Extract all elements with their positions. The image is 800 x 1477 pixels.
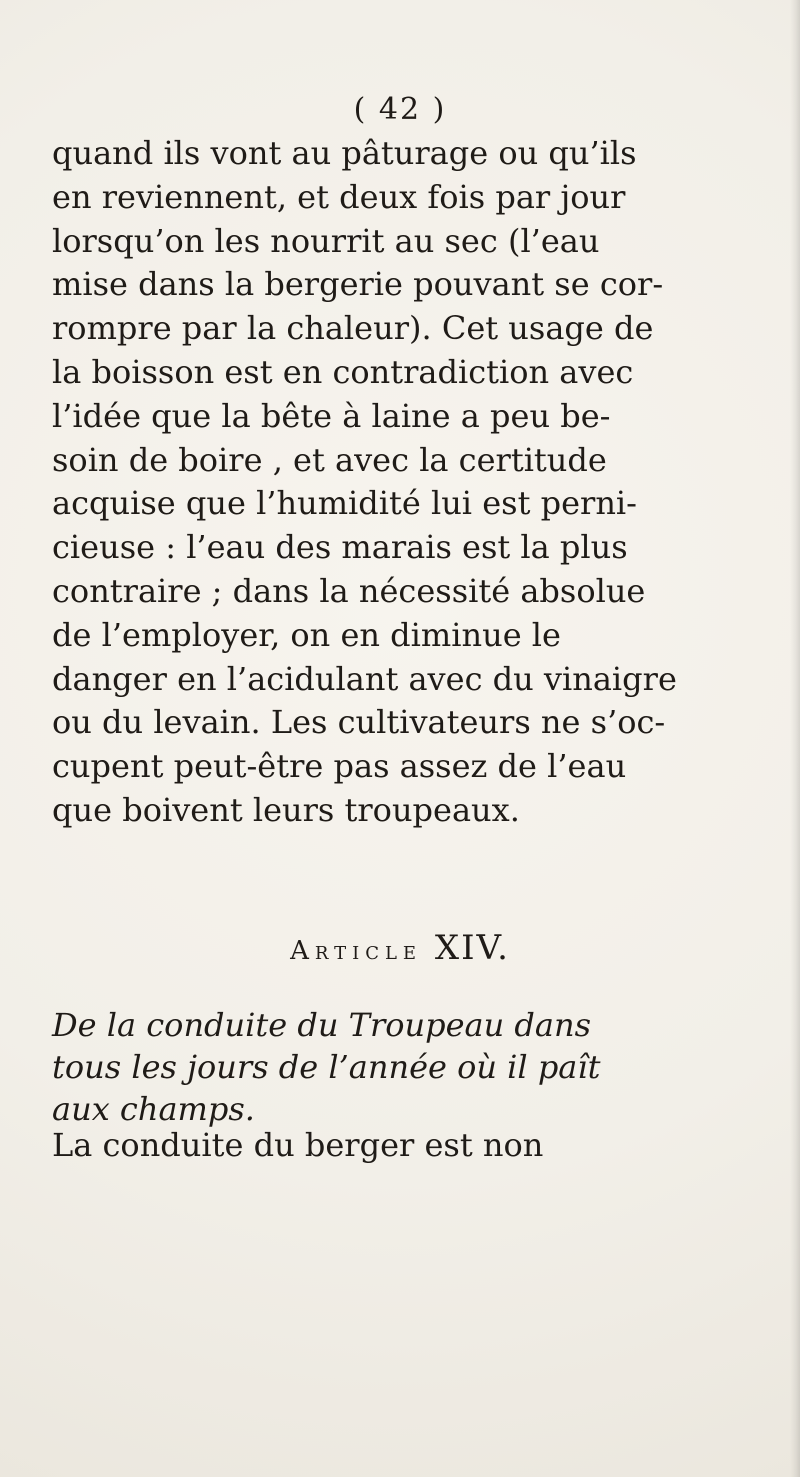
body-line: quand ils vont au pâturage ou qu’ils bbox=[52, 134, 637, 172]
body-line: contraire ; dans la nécessité absolue bbox=[52, 571, 646, 610]
body-line: soin de boire , et avec la certitude bbox=[52, 440, 607, 479]
body-line: cupent peut-être pas assez de l’eau bbox=[52, 747, 627, 786]
body-line: l’idée que la bête à laine a peu be- bbox=[52, 396, 611, 435]
body-text bbox=[52, 132, 772, 833]
body-line: en reviennent, et deux fois par jour bbox=[52, 177, 626, 216]
body-line: ou du levain. Les cultivateurs ne s’oc- bbox=[52, 703, 666, 742]
final-text-line: La conduite du berger est non bbox=[52, 1126, 544, 1164]
body-line: la boisson est en contradiction avec bbox=[52, 352, 634, 391]
body-line: que boivent leurs troupeaux. bbox=[52, 790, 520, 829]
page-number: ( 42 ) bbox=[353, 92, 447, 127]
subtitle-line: tous les jours de l’année où il paît bbox=[52, 1048, 601, 1086]
page-edge-shadow bbox=[790, 0, 800, 1477]
article-heading bbox=[0, 928, 800, 968]
body-line: danger en l’acidulant avec du vinaigre bbox=[52, 659, 677, 698]
body-line: de l’employer, on en diminue le bbox=[52, 615, 561, 654]
section-subtitle bbox=[52, 1004, 772, 1130]
body-line: acquise que l’humidité lui est perni- bbox=[52, 484, 637, 523]
subtitle-line: De la conduite du Troupeau dans bbox=[52, 1006, 591, 1044]
article-label: Article bbox=[290, 936, 423, 966]
body-line: lorsqu’on les nourrit au sec (l’eau bbox=[52, 221, 600, 260]
article-number: XIV. bbox=[434, 928, 510, 968]
body-line: rompre par la chaleur). Cet usage de bbox=[52, 309, 654, 348]
body-line: mise dans la bergerie pouvant se cor- bbox=[52, 265, 664, 304]
subtitle-line: aux champs. bbox=[52, 1090, 255, 1128]
body-line: cieuse : l’eau des marais est la plus bbox=[52, 528, 628, 567]
